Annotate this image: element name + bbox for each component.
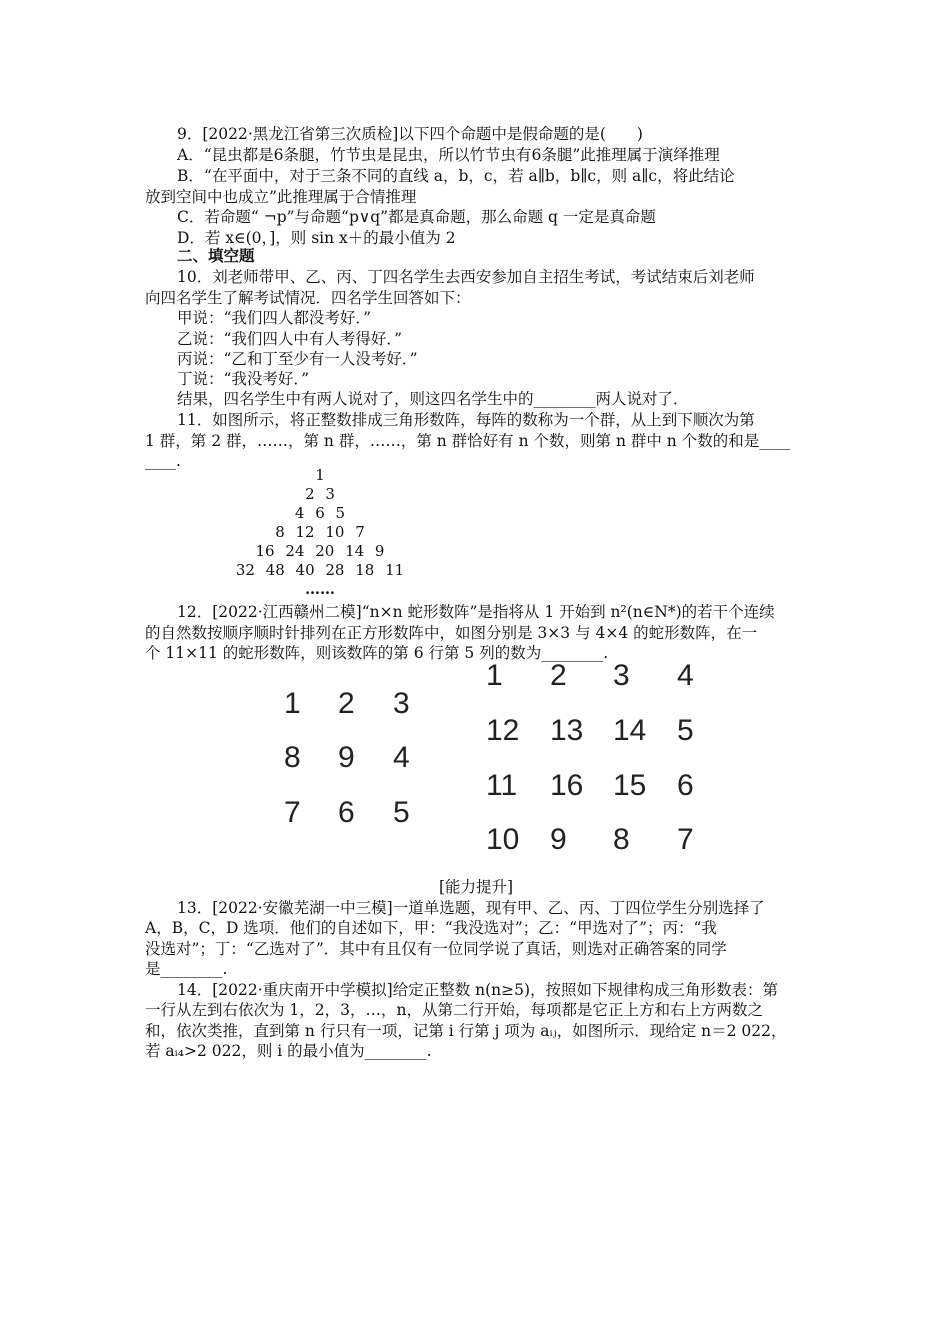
triangle-row: 1 bbox=[315, 466, 325, 484]
q13-line3: 没选对”；丁：“乙选对了”．其中有且仅有一位同学说了真话，则选对正确答案的同学 bbox=[145, 940, 727, 958]
matrix-cell: 1 bbox=[486, 659, 503, 692]
q10-jia-statement: 甲说：“我们四人都没考好．” bbox=[177, 309, 372, 327]
matrix-cell: 13 bbox=[550, 714, 584, 747]
matrix-cell: 14 bbox=[613, 714, 647, 747]
matrix-cell: 5 bbox=[677, 714, 694, 747]
q10-ding-statement: 丁说：“我没考好．” bbox=[177, 370, 310, 388]
q10-conclusion: 结果，四名学生中有两人说对了，则这四名学生中的________两人说对了． bbox=[177, 390, 689, 408]
matrix-cell: 2 bbox=[550, 659, 567, 692]
q14-line1: 14．[2022·重庆南开中学模拟]给定正整数 n(n≥5)，按照如下规律构成三角形数表：第 bbox=[177, 981, 779, 999]
q9-option-a: A．“昆虫都是6条腿，竹节虫是昆虫，所以竹节虫有6条腿”此推理属于演绎推理 bbox=[177, 146, 720, 164]
matrix-cell: 9 bbox=[338, 741, 355, 774]
q14-line2: 一行从左到右依次为 1，2，3，…，n，从第二行开始，每项都是它正上方和右上方两数之 bbox=[145, 1001, 763, 1019]
q11-line1: 11．如图所示，将正整数排成三角形数阵，每阵的数称为一个群，从上到下顺次为第 bbox=[177, 411, 755, 429]
q9-option-d: D．若 x∈(0，]，则 sin x＋的最小值为 2 bbox=[177, 229, 456, 247]
matrix-cell: 2 bbox=[338, 687, 355, 720]
q9-option-c: C．若命题“ ¬p”与命题“p∨q”都是真命题，那么命题 q 一定是真命题 bbox=[177, 208, 656, 226]
q10-line2: 向四名学生了解考试情况．四名学生回答如下： bbox=[145, 289, 471, 307]
triangle-row: 32 48 40 28 18 11 bbox=[235, 561, 405, 579]
matrix-cell: 8 bbox=[613, 823, 630, 856]
matrix-cell: 16 bbox=[550, 769, 584, 802]
q10-yi-statement: 乙说：“我们四人中有人考得好．” bbox=[177, 330, 403, 348]
matrix-cell: 12 bbox=[486, 714, 520, 747]
matrix-cell: 10 bbox=[486, 823, 520, 856]
matrix-cell: 4 bbox=[677, 659, 694, 692]
matrix-cell: 4 bbox=[393, 741, 410, 774]
matrix-cell: 6 bbox=[677, 769, 694, 802]
q12-line2: 的自然数按顺序顺时针排列在正方形数阵中，如图分别是 3×3 与 4×4 的蛇形数阵，在一 bbox=[145, 624, 758, 642]
matrix-cell: 1 bbox=[284, 687, 301, 720]
q12-line3: 个 11×11 的蛇形数阵，则该数阵的第 6 行第 5 列的数为________. bbox=[145, 644, 609, 662]
q9-option-b-line1: B．“在平面中，对于三条不同的直线 a，b，c，若 a∥b，b∥c，则 a∥c，将此结论 bbox=[177, 167, 735, 185]
matrix-cell: 3 bbox=[613, 659, 630, 692]
matrix-cell: 9 bbox=[550, 823, 567, 856]
matrix-cell: 6 bbox=[338, 796, 355, 829]
triangle-row: 16 24 20 14 9 bbox=[255, 542, 385, 560]
matrix-cell: 15 bbox=[613, 769, 647, 802]
q13-line1: 13．[2022·安徽芜湖一中三模]一道单选题，现有甲、乙、丙、丁四位学生分别选择了 bbox=[177, 899, 765, 917]
matrix-cell: 7 bbox=[284, 796, 301, 829]
matrix-cell: 7 bbox=[677, 823, 694, 856]
q10-bing-statement: 丙说：“乙和丁至少有一人没考好．” bbox=[177, 350, 418, 368]
q11-line2: 1 群，第 2 群，……，第 n 群，……，第 n 群恰好有 n 个数，则第 n 群中 n 个数的和是____ bbox=[145, 432, 791, 450]
q13-line4: 是________. bbox=[145, 960, 228, 978]
matrix-cell: 5 bbox=[393, 796, 410, 829]
triangle-row: 4 6 5 bbox=[294, 504, 346, 522]
q14-line3: 和，依次类推，直到第 n 行只有一项，记第 i 行第 j 项为 aᵢⱼ，如图所示．现给定 n＝2 022， bbox=[145, 1022, 787, 1040]
q11-line3: ____. bbox=[145, 452, 181, 470]
q12-line1: 12．[2022·江西赣州二模]“n×n 蛇形数阵”是指将从 1 开始到 n²(n∈N*)的若干个连续 bbox=[177, 603, 775, 621]
triangle-row: 8 12 10 7 bbox=[275, 523, 365, 541]
q9-option-b-line2: 放到空间中也成立”此推理属于合情推理 bbox=[145, 188, 417, 206]
section-ability-heading: [能力提升] bbox=[438, 878, 514, 896]
triangle-row: 2 3 bbox=[305, 485, 335, 503]
q10-line1: 10．刘老师带甲、乙、丙、丁四名学生去西安参加自主招生考试，考试结束后刘老师 bbox=[177, 268, 755, 286]
q9-stem: 9．[2022·黑龙江省第三次质检]以下四个命题中是假命题的是( ) bbox=[177, 125, 643, 143]
matrix-cell: 11 bbox=[486, 769, 518, 802]
q13-line2: A，B，C，D 选项．他们的自述如下，甲：“我没选对”；乙：“甲选对了”；丙：“我 bbox=[145, 919, 717, 937]
matrix-cell: 3 bbox=[393, 687, 410, 720]
matrix-cell: 8 bbox=[284, 741, 301, 774]
section-fill-in-heading: 二、填空题 bbox=[177, 246, 255, 265]
triangle-ellipsis: …… bbox=[305, 580, 335, 598]
q14-line4: 若 aᵢ₄>2 022，则 i 的最小值为________. bbox=[145, 1042, 432, 1060]
